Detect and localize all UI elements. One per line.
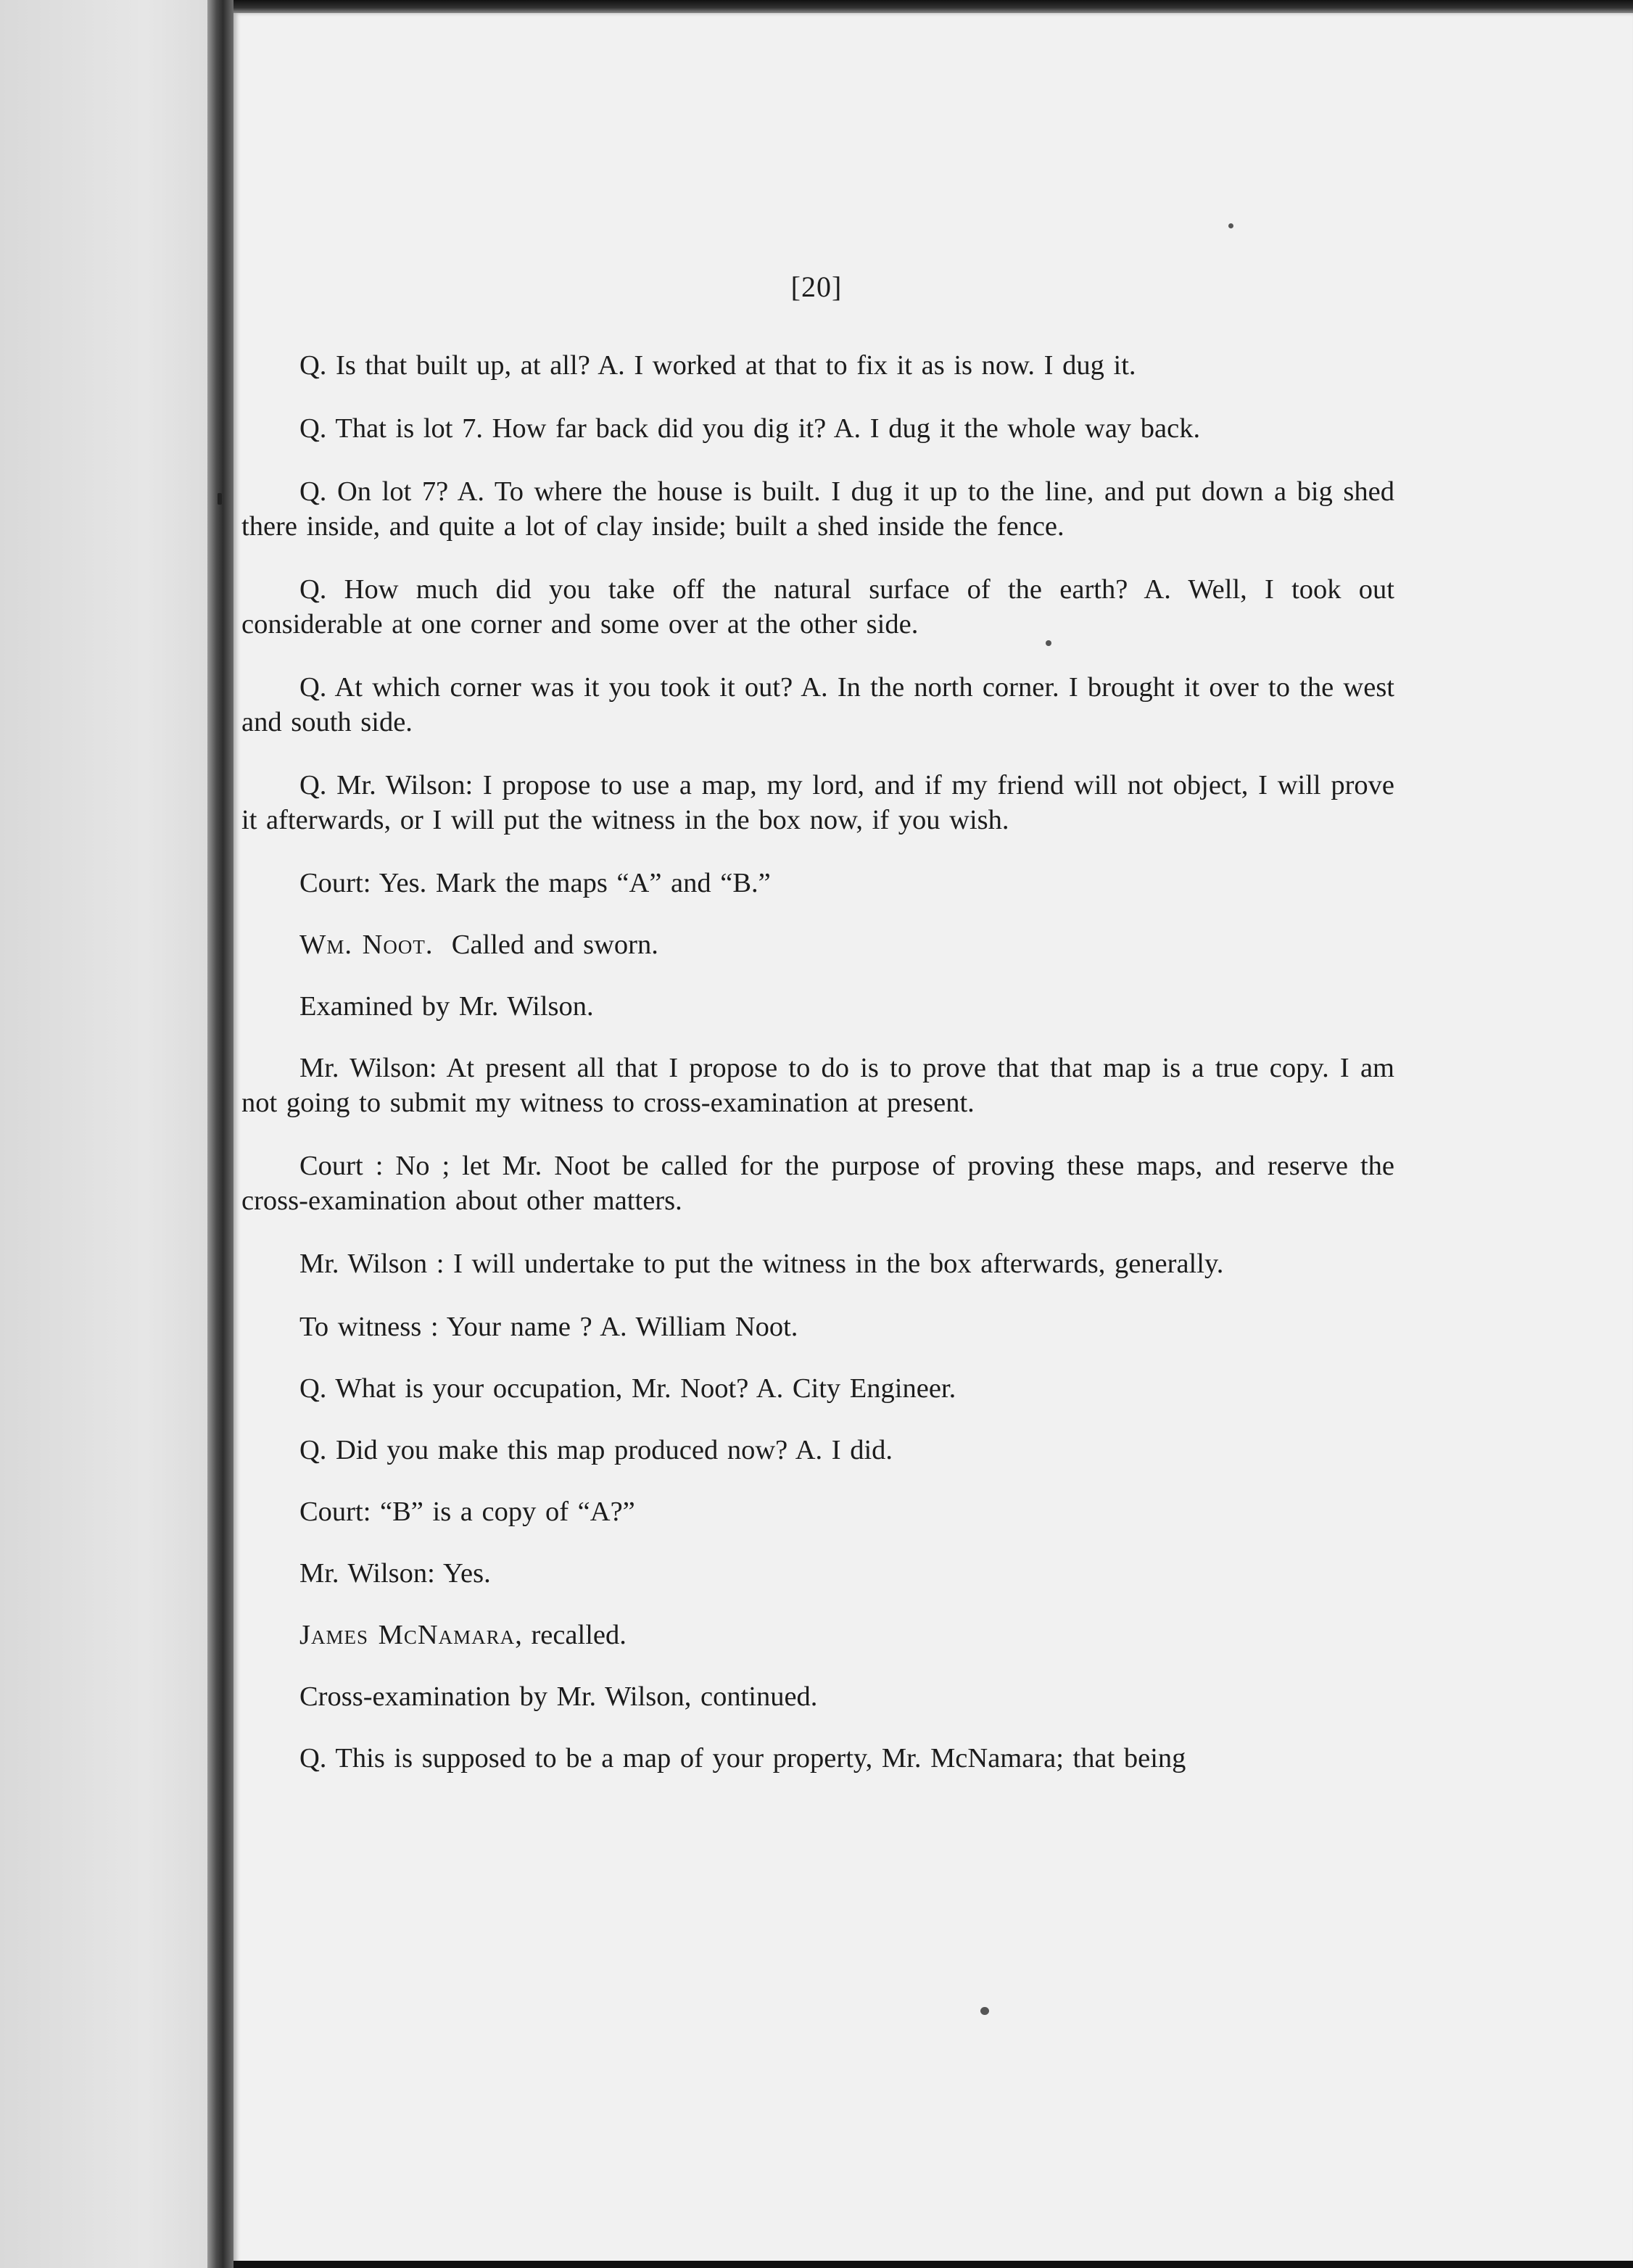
- paragraph-5: Q. At which corner was it you took it out? A. In the north corner. I brought it over to the west and south side.: [241, 672, 1394, 737]
- paragraph-18: [241, 1618, 1394, 1652]
- paragraph-4: Q. How much did you take off the natural surface of the earth? A. Well, I took out considerable at one corner and some over at the other side.: [241, 574, 1394, 640]
- paragraph-15: Q. Did you make this map produced now? A. I did.: [299, 1435, 893, 1465]
- paragraph-13: To witness : Your name ? A. William Noot.: [299, 1312, 798, 1342]
- page-body: [241, 348, 1394, 1803]
- witness-name-noot: Wm. Noot.: [299, 930, 434, 960]
- scan-speck: [980, 2007, 989, 2015]
- book-gutter: [207, 0, 233, 2268]
- paragraph-8-text: Called and sworn.: [451, 930, 658, 960]
- paragraph-8: [241, 927, 1394, 962]
- left-page-edge: [0, 0, 207, 2268]
- page-number: [20]: [790, 270, 843, 303]
- paragraph-12: Mr. Wilson : I will undertake to put the witness in the box afterwards, generally.: [299, 1249, 1224, 1279]
- paragraph-14: Q. What is your occupation, Mr. Noot? A. City Engineer.: [299, 1373, 956, 1404]
- paragraph-7: Court: Yes. Mark the maps “A” and “B.”: [299, 868, 771, 898]
- bottom-scan-edge: [233, 2261, 1633, 2268]
- paragraph-9: Examined by Mr. Wilson.: [299, 991, 594, 1022]
- paragraph-11: Court : No ; let Mr. Noot be called for the purpose of proving these maps, and reserve the cross-examination about other matters.: [241, 1151, 1394, 1216]
- paragraph-18-text: , recalled.: [515, 1620, 627, 1650]
- paragraph-3: Q. On lot 7? A. To where the house is built. I dug it up to the line, and put down a big shed there inside, and quite a lot of clay inside; built a shed inside the fence.: [241, 476, 1394, 542]
- scan-speck: [218, 493, 222, 505]
- paragraph-16: Court: “B” is a copy of “A?”: [299, 1497, 635, 1527]
- paragraph-1: Q. Is that built up, at all? A. I worked at that to fix it as is now. I dug it.: [299, 350, 1136, 381]
- paragraph-6: Q. Mr. Wilson: I propose to use a map, my lord, and if my friend will not object, I will prove it afterwards, or I will put the witness in the box now, if you wish.: [241, 770, 1394, 835]
- paragraph-19: Cross-examination by Mr. Wilson, continued.: [299, 1681, 818, 1712]
- paragraph-17: Mr. Wilson: Yes.: [299, 1558, 491, 1589]
- scan-speck: [1228, 223, 1233, 228]
- top-scan-edge: [233, 0, 1633, 13]
- paragraph-10: Mr. Wilson: At present all that I propose to do is to prove that that map is a true copy. I am not going to submit my witness to cross-examination at present.: [241, 1053, 1394, 1118]
- paragraph-2: Q. That is lot 7. How far back did you dig it? A. I dug it the whole way back.: [299, 413, 1201, 444]
- paragraph-20: Q. This is supposed to be a map of your property, Mr. McNamara; that being: [299, 1743, 1186, 1774]
- witness-name-mcnamara: James McNamara: [299, 1620, 516, 1650]
